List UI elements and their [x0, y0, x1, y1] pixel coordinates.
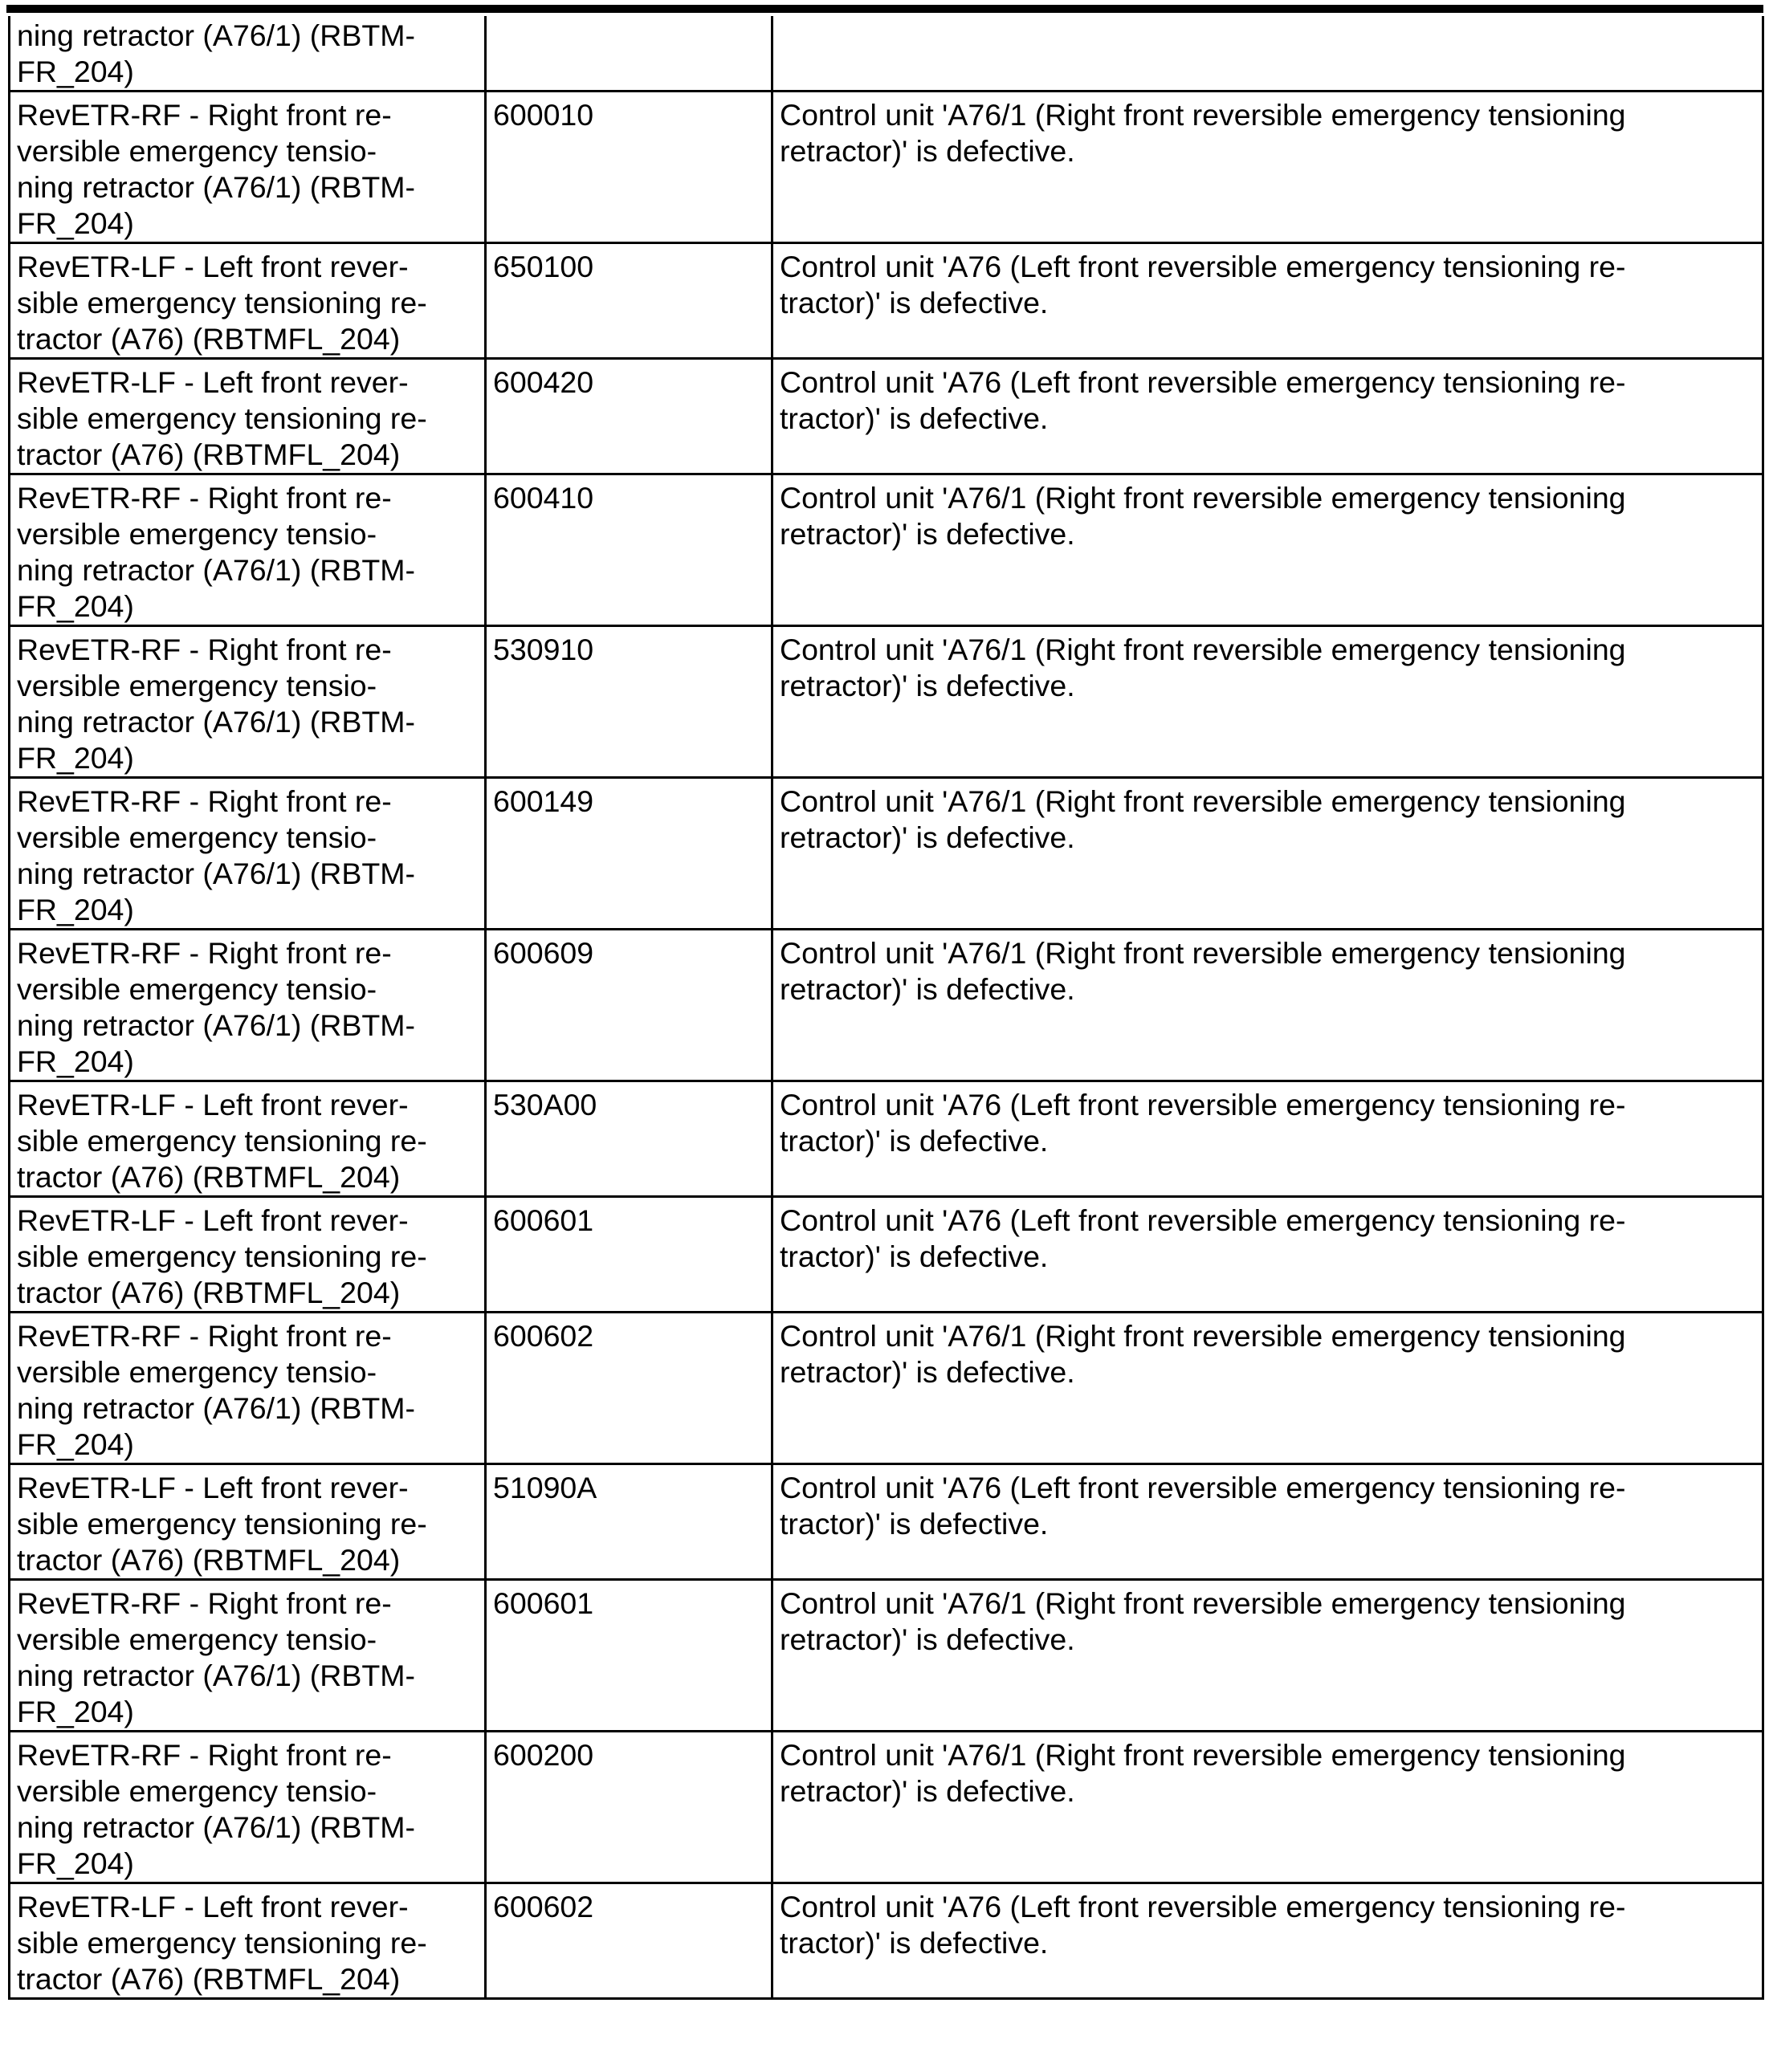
table-row: [10, 1464, 1763, 1580]
fault-code-cell: 530A00: [486, 1081, 772, 1197]
component-cell: RevETR-LF - Left front rever- sible emergency tensioning re- tractor (A76) (RBTMFL_204): [10, 1081, 486, 1197]
component-cell: RevETR-RF - Right front re- versible emergency tensio- ning retractor (A76/1) (RBTM- FR_204): [10, 92, 486, 243]
fault-code-cell: 600601: [486, 1197, 772, 1313]
component-cell: ning retractor (A76/1) (RBTM- FR_204): [10, 16, 486, 92]
component-cell: RevETR-RF - Right front re- versible emergency tensio- ning retractor (A76/1) (RBTM- FR_204): [10, 626, 486, 778]
description-cell: Control unit 'A76/1 (Right front reversible emergency tensioning retractor)' is defective.: [772, 474, 1763, 626]
description-cell: Control unit 'A76/1 (Right front reversible emergency tensioning retractor)' is defective.: [772, 626, 1763, 778]
fault-code-cell: 650100: [486, 243, 772, 359]
fault-code-cell: 600602: [486, 1883, 772, 1999]
table-row: [10, 778, 1763, 930]
component-cell: RevETR-RF - Right front re- versible emergency tensio- ning retractor (A76/1) (RBTM- FR_204): [10, 1732, 486, 1883]
description-cell: Control unit 'A76/1 (Right front reversible emergency tensioning retractor)' is defective.: [772, 778, 1763, 930]
description-cell: Control unit 'A76/1 (Right front reversible emergency tensioning retractor)' is defective.: [772, 1313, 1763, 1464]
fault-code-cell: 600200: [486, 1732, 772, 1883]
component-cell: RevETR-LF - Left front rever- sible emergency tensioning re- tractor (A76) (RBTMFL_204): [10, 243, 486, 359]
description-cell: [772, 16, 1763, 92]
top-rule: [6, 5, 1763, 13]
table-row: [10, 1732, 1763, 1883]
component-cell: RevETR-LF - Left front rever- sible emergency tensioning re- tractor (A76) (RBTMFL_204): [10, 1464, 486, 1580]
description-cell: Control unit 'A76 (Left front reversible emergency tensioning re- tractor)' is defective.: [772, 1883, 1763, 1999]
table-row: [10, 243, 1763, 359]
table-row: [10, 1883, 1763, 1999]
description-cell: Control unit 'A76/1 (Right front reversible emergency tensioning retractor)' is defective.: [772, 1732, 1763, 1883]
component-cell: RevETR-RF - Right front re- versible emergency tensio- ning retractor (A76/1) (RBTM- FR_204): [10, 930, 486, 1081]
table-row: [10, 626, 1763, 778]
table-row: [10, 1081, 1763, 1197]
table-row: [10, 1313, 1763, 1464]
table-row: [10, 16, 1763, 92]
description-cell: Control unit 'A76 (Left front reversible emergency tensioning re- tractor)' is defective.: [772, 1464, 1763, 1580]
component-cell: RevETR-LF - Left front rever- sible emergency tensioning re- tractor (A76) (RBTMFL_204): [10, 1883, 486, 1999]
description-cell: Control unit 'A76/1 (Right front reversible emergency tensioning retractor)' is defective.: [772, 92, 1763, 243]
component-cell: RevETR-RF - Right front re- versible emergency tensio- ning retractor (A76/1) (RBTM- FR_204): [10, 1313, 486, 1464]
fault-code-cell: 530910: [486, 626, 772, 778]
fault-code-cell: 600602: [486, 1313, 772, 1464]
table-row: [10, 474, 1763, 626]
fault-code-cell: 600420: [486, 359, 772, 474]
description-cell: Control unit 'A76/1 (Right front reversible emergency tensioning retractor)' is defective.: [772, 1580, 1763, 1732]
table-row: [10, 1580, 1763, 1732]
fault-code-table-body: [10, 16, 1763, 1999]
table-row: [10, 92, 1763, 243]
table-row: [10, 1197, 1763, 1313]
component-cell: RevETR-LF - Left front rever- sible emergency tensioning re- tractor (A76) (RBTMFL_204): [10, 359, 486, 474]
description-cell: Control unit 'A76 (Left front reversible emergency tensioning re- tractor)' is defective.: [772, 1197, 1763, 1313]
description-cell: Control unit 'A76/1 (Right front reversible emergency tensioning retractor)' is defective.: [772, 930, 1763, 1081]
fault-code-cell: 600601: [486, 1580, 772, 1732]
fault-code-cell: 51090A: [486, 1464, 772, 1580]
fault-code-cell: [486, 16, 772, 92]
component-cell: RevETR-RF - Right front re- versible emergency tensio- ning retractor (A76/1) (RBTM- FR_204): [10, 1580, 486, 1732]
component-cell: RevETR-RF - Right front re- versible emergency tensio- ning retractor (A76/1) (RBTM- FR_204): [10, 474, 486, 626]
fault-code-cell: 600010: [486, 92, 772, 243]
fault-code-cell: 600149: [486, 778, 772, 930]
component-cell: RevETR-LF - Left front rever- sible emergency tensioning re- tractor (A76) (RBTMFL_204): [10, 1197, 486, 1313]
component-cell: RevETR-RF - Right front re- versible emergency tensio- ning retractor (A76/1) (RBTM- FR_204): [10, 778, 486, 930]
fault-code-cell: 600410: [486, 474, 772, 626]
table-row: [10, 930, 1763, 1081]
fault-code-table: [8, 16, 1764, 2000]
description-cell: Control unit 'A76 (Left front reversible emergency tensioning re- tractor)' is defective.: [772, 1081, 1763, 1197]
description-cell: Control unit 'A76 (Left front reversible emergency tensioning re- tractor)' is defective.: [772, 243, 1763, 359]
fault-code-cell: 600609: [486, 930, 772, 1081]
table-row: [10, 359, 1763, 474]
description-cell: Control unit 'A76 (Left front reversible emergency tensioning re- tractor)' is defective.: [772, 359, 1763, 474]
